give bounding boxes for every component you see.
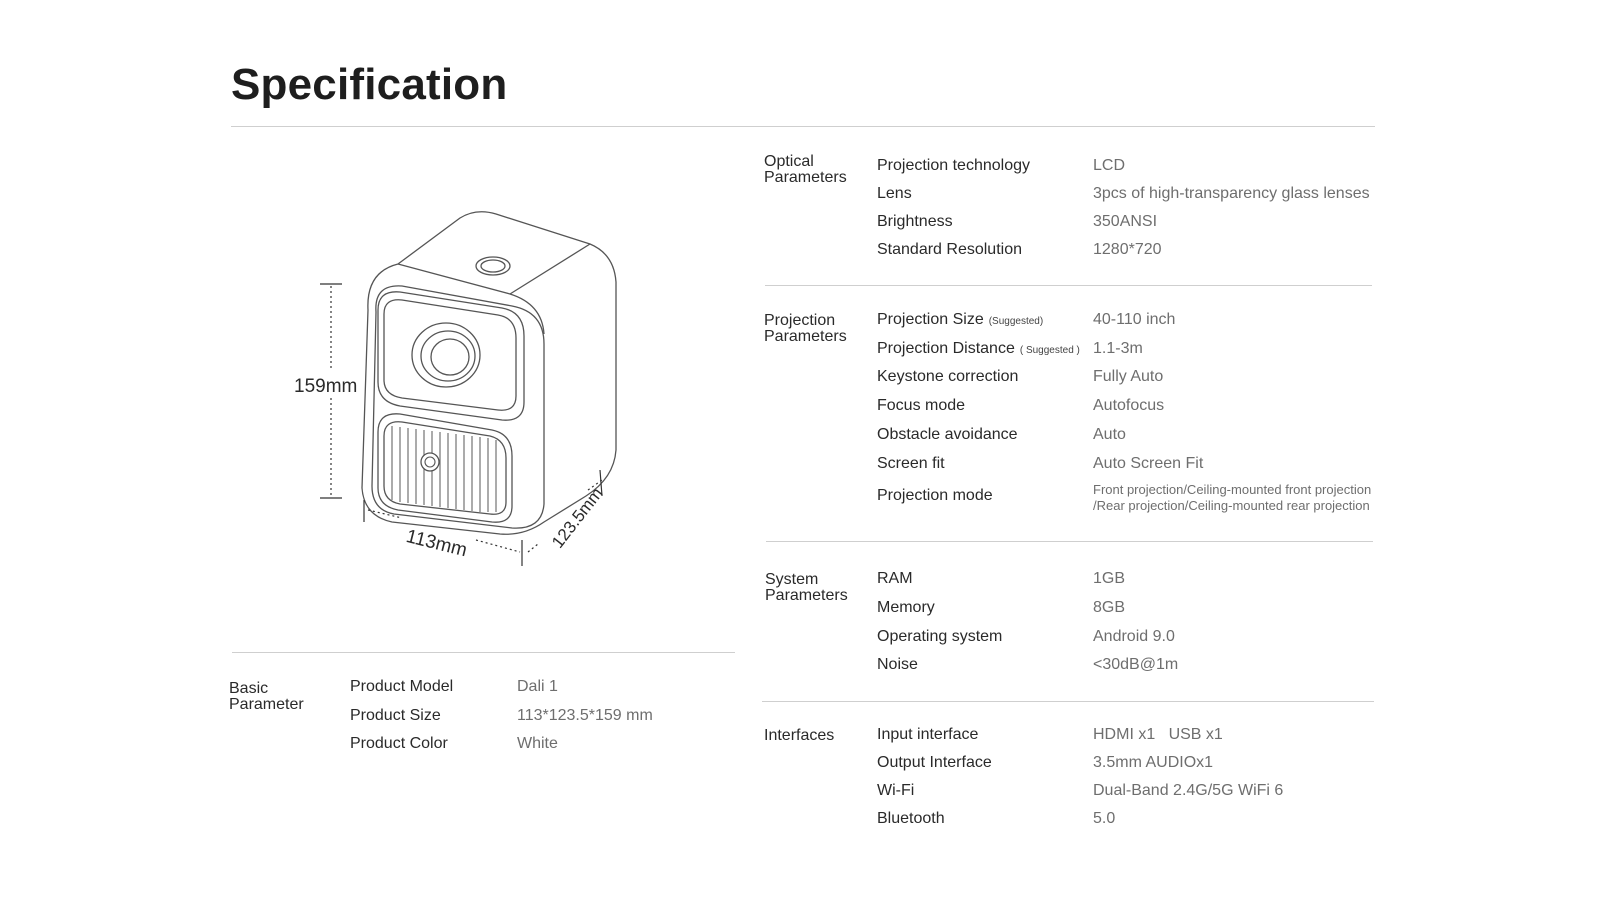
spec-value: 113*123.5*159 mm (517, 707, 653, 724)
spec-key: Keystone correction (877, 368, 1019, 385)
spec-value: <30dB@1m (1093, 656, 1179, 673)
spec-value: 5.0 (1093, 810, 1116, 827)
spec-key: Obstacle avoidance (877, 426, 1018, 443)
spec-key: Standard Resolution (877, 241, 1022, 258)
spec-value: Dual-Band 2.4G/5G WiFi 6 (1093, 782, 1284, 799)
spec-value: White (517, 735, 558, 752)
system-group-label: System Parameters (765, 571, 848, 604)
spec-key: RAM (877, 570, 913, 587)
spec-value: 1GB (1093, 570, 1126, 587)
spec-value: Auto Screen Fit (1093, 455, 1204, 472)
spec-value: Autofocus (1093, 397, 1165, 414)
interfaces-group-label: Interfaces (764, 727, 835, 744)
spec-key: Projection technology (877, 157, 1030, 174)
basic-divider (232, 652, 735, 653)
system-divider (762, 701, 1374, 702)
spec-key: Projection Size (Suggested) (877, 311, 1044, 328)
spec-key: Screen fit (877, 455, 945, 472)
spec-key: Projection Distance ( Suggested ) (877, 340, 1080, 357)
spec-value: 3pcs of high-transparency glass lenses (1093, 185, 1370, 202)
spec-key: Product Color (350, 735, 448, 752)
spec-key: Focus mode (877, 397, 966, 414)
spec-key: Memory (877, 599, 935, 616)
projection-group-label: Projection Parameters (764, 312, 847, 345)
projector-illustration (280, 200, 700, 620)
spec-value: 8GB (1093, 599, 1126, 616)
spec-value: Android 9.0 (1093, 628, 1175, 645)
spec-key: Lens (877, 185, 912, 202)
spec-key: Bluetooth (877, 810, 945, 827)
optical-group-label: Optical Parameters (764, 153, 847, 186)
spec-value: 1.1-3m (1093, 340, 1143, 357)
suggested-note: ( Suggested ) (1019, 345, 1080, 356)
optical-divider (765, 285, 1372, 286)
spec-value: Dali 1 (517, 678, 558, 695)
spec-key: Output Interface (877, 754, 992, 771)
spec-key: Noise (877, 656, 918, 673)
spec-key: Brightness (877, 213, 953, 230)
spec-key: Projection mode (877, 487, 993, 504)
spec-value: 40-110 inch (1093, 311, 1176, 328)
width-dimension: 113mm (403, 526, 470, 562)
projection-divider (766, 541, 1373, 542)
spec-value: HDMI x1 USB x1 (1093, 726, 1223, 743)
spec-key: Wi-Fi (877, 782, 915, 799)
spec-key: Input interface (877, 726, 979, 743)
height-dimension: 159mm (294, 376, 358, 397)
spec-key: Product Model (350, 678, 454, 695)
spec-value: 350ANSI (1093, 213, 1158, 230)
spec-value: Front projection/Ceiling-mounted front projection /Rear projection/Ceiling-mounted rear projection (1093, 482, 1372, 513)
suggested-note: (Suggested) (988, 316, 1044, 327)
page-title: Specification (231, 60, 508, 109)
spec-value: Fully Auto (1093, 368, 1164, 385)
depth-dimension: 123.5mm (548, 484, 607, 552)
title-divider (231, 126, 1375, 127)
spec-value: 1280*720 (1093, 241, 1162, 258)
basic-group-label: Basic Parameter (229, 680, 304, 713)
spec-value: 3.5mm AUDIOx1 (1093, 754, 1214, 771)
spec-key: Operating system (877, 628, 1003, 645)
spec-key: Product Size (350, 707, 441, 724)
spec-value: LCD (1093, 157, 1126, 174)
spec-value: Auto (1093, 426, 1126, 443)
